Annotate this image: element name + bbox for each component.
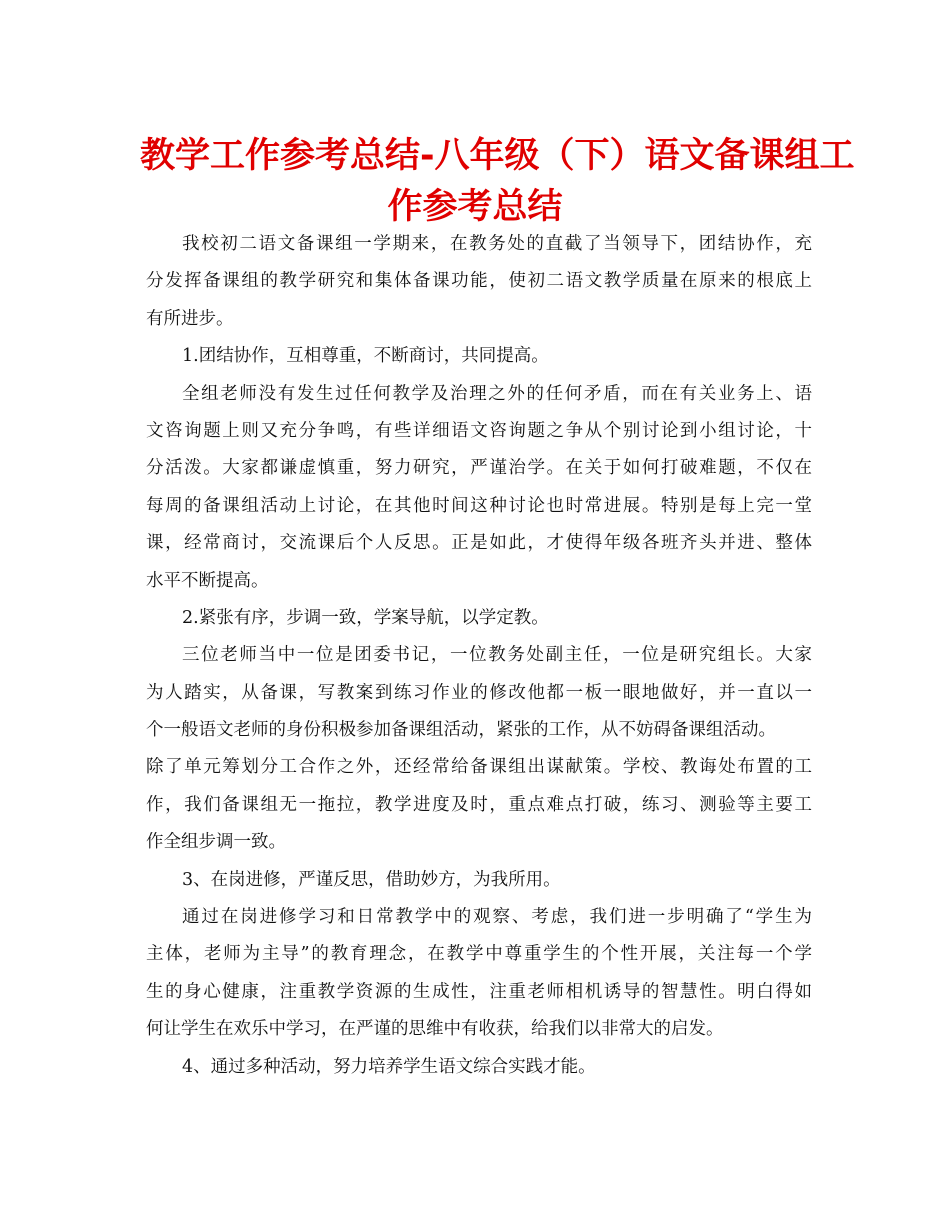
body-line: 何让学生在欢乐中学习，在严谨的思维中有收获，给我们以非常大的启发。	[146, 1019, 724, 1040]
body-line: 分发挥备课组的教学研究和集体备课功能，使初二语文教学质量在原来的根底上	[146, 271, 812, 292]
section-heading: 1.团结协作，互相尊重，不断商讨，共同提高。	[182, 346, 549, 367]
document-title-line-1: 教学工作参考总结-八年级（下）语文备课组工	[140, 136, 855, 176]
body-line: 全组老师没有发生过任何教学及治理之外的任何矛盾，而在有关业务上、语	[182, 383, 812, 404]
body-line: 有所进步。	[146, 308, 234, 329]
document-title-line-2: 作参考总结	[387, 187, 563, 227]
body-line: 我校初二语文备课组一学期来，在教务处的直截了当领导下，团结协作，充	[182, 234, 812, 254]
section-heading: 4、通过多种活动，努力培养学生语文综合实践才能。	[182, 1056, 596, 1077]
section-heading: 3、在岗进修，严谨反思，借助妙方，为我所用。	[182, 869, 561, 890]
body-line: 每周的备课组活动上讨论，在其他时间这种讨论也时常进展。特别是每上完一堂	[146, 495, 812, 516]
body-line: 生的身心健康，注重教学资源的生成性，注重老师相机诱导的智慧性。明白得如	[146, 981, 812, 1002]
body-line: 作全组步调一致。	[146, 832, 286, 853]
body-line: 主体，老师为主导”的教育理念，在教学中尊重学生的个性开展，关注每一个学	[146, 944, 812, 965]
body-line: 文咨询题上则又充分争鸣，有些详细语文咨询题之争从个别讨论到小组讨论，十	[146, 420, 812, 441]
body-line: 课，经常商讨，交流课后个人反思。正是如此，才使得年级各班齐头并进、整体	[146, 533, 812, 554]
section-heading: 2.紧张有序，步调一致，学案导航，以学定教。	[182, 607, 549, 628]
body-line: 个一般语文老师的身份积极参加备课组活动，紧张的工作，从不妨碍备课组活动。	[146, 720, 776, 741]
body-line: 通过在岗进修学习和日常教学中的观察、考虑，我们进一步明确了“学生为	[182, 907, 812, 928]
body-line: 为人踏实，从备课，写教案到练习作业的修改他都一板一眼地做好，并一直以一	[146, 682, 812, 703]
body-line: 三位老师当中一位是团委书记，一位教务处副主任，一位是研究组长。大家	[182, 645, 812, 666]
body-line: 水平不断提高。	[146, 570, 269, 591]
document-body	[146, 226, 812, 1086]
body-line: 作，我们备课组无一拖拉，教学进度及时，重点难点打破，练习、测验等主要工	[146, 794, 812, 815]
body-line: 分活泼。大家都谦虚慎重，努力研究，严谨治学。在关于如何打破难题，不仅在	[146, 458, 812, 479]
body-line: 除了单元筹划分工合作之外，还经常给备课组出谋献策。学校、教诲处布置的工	[146, 757, 812, 778]
